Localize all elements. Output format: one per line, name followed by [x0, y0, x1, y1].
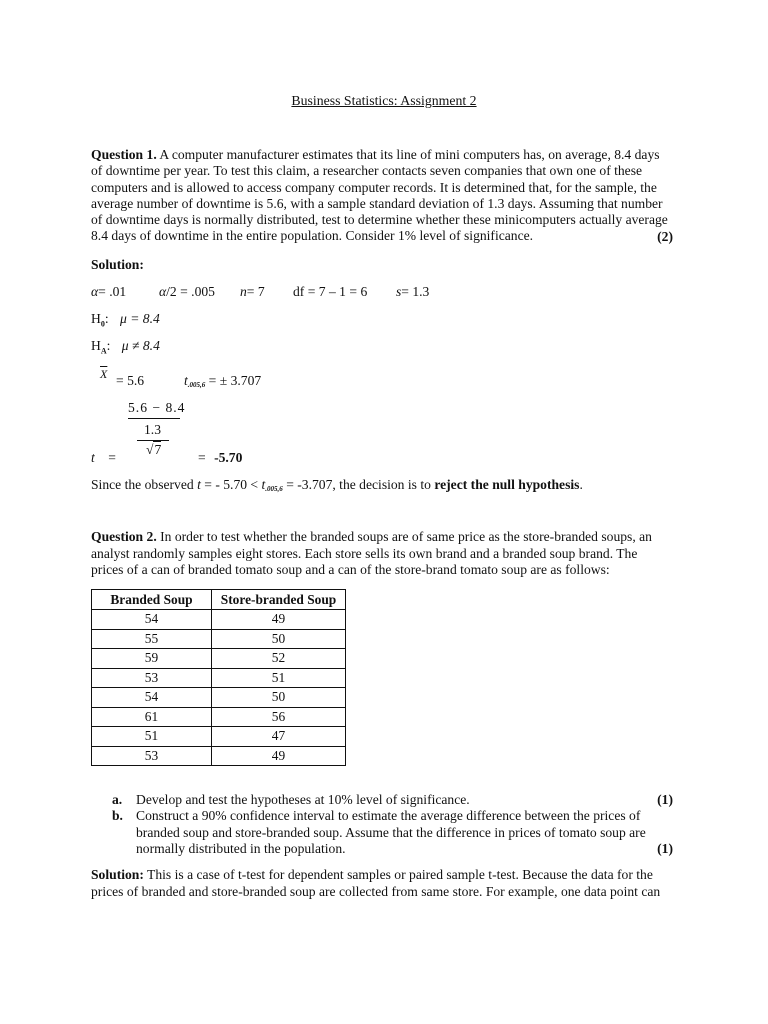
table-row	[92, 610, 346, 630]
question-2	[91, 529, 652, 579]
question-1-line: of downtime days is normally distributed, test to determine whether these minicomputers actually average	[91, 212, 668, 228]
xbar-symbol: $\overline{X}$	[100, 367, 108, 381]
ha-label: H	[91, 338, 101, 353]
table-cell: 59	[92, 649, 212, 669]
table-row	[92, 707, 346, 727]
alpha-value: = .01	[98, 284, 127, 299]
table-cell: 55	[92, 629, 212, 649]
h0-equation: μ = 8.4	[120, 311, 160, 326]
question-1-label: Question 1.	[91, 147, 157, 162]
xbar-value: = 5.6	[116, 373, 145, 388]
table-cell: 51	[92, 727, 212, 747]
table-cell: 61	[92, 707, 212, 727]
alpha-symbol: α	[91, 284, 99, 299]
table-row	[92, 649, 346, 669]
fraction-inner-numerator: 1.3	[144, 422, 161, 437]
ha-colon: :	[106, 338, 111, 353]
t-result-value: -5.70	[214, 450, 243, 465]
t-result-equals: =	[198, 450, 206, 465]
column-header: Store-branded Soup	[212, 590, 346, 610]
ha-equation: μ ≠ 8.4	[121, 338, 160, 353]
column-header: Branded Soup	[92, 590, 212, 610]
question-1-line: average number of downtime is 5.6, with a sample standard deviation of 1.3 days. Assuming that number	[91, 195, 663, 211]
solution-2-line: prices of branded and store-branded soup are collected from same store. For example, one data point can	[91, 883, 661, 899]
table-header-row	[92, 590, 346, 610]
t-equals: =	[108, 450, 116, 465]
table-cell: 49	[212, 610, 346, 630]
table-cell: 52	[212, 649, 346, 669]
t-critical-sub: .005,6	[187, 381, 206, 389]
table-row	[92, 668, 346, 688]
question-2-line: prices of a can of branded tomato soup and a can of the store-brand tomato soup are as follows:	[91, 562, 610, 578]
h0-label: H	[91, 311, 101, 326]
s-value: = 1.3	[401, 284, 430, 299]
list-item	[112, 792, 646, 808]
item-text: Develop and test the hypotheses at 10% level of significance.	[136, 792, 470, 807]
part-a-marks: (1)	[657, 792, 673, 807]
sqrt-denominator	[146, 442, 161, 458]
t-statistic-label	[91, 450, 116, 466]
question-2-parts	[112, 792, 646, 858]
s-symbol: s	[396, 284, 402, 299]
table-cell: 49	[212, 746, 346, 766]
sqrt-argument: 7	[154, 442, 162, 457]
alternative-hypothesis	[91, 338, 160, 356]
t-symbol: t	[91, 450, 95, 465]
decision-text: reject the null hypothesis	[434, 477, 580, 492]
question-1-line: 8.4 days of downtime in the entire population. Consider 1% level of significance.	[91, 228, 534, 244]
table-row	[92, 629, 346, 649]
question-1-line: of downtime per year. To test this claim, a researcher contacts seven companies that own one of these	[91, 163, 643, 179]
half-alpha-value: /2 = .005	[166, 284, 215, 299]
ha-sub: A	[100, 346, 107, 356]
soup-price-table	[91, 589, 346, 766]
table-cell: 50	[212, 688, 346, 708]
table-cell: 50	[212, 629, 346, 649]
item-text: branded soup and store-branded soup. Assume that the difference in prices of tomato soup are	[136, 824, 646, 840]
fraction-line	[128, 418, 180, 419]
question-1-line: A computer manufacturer estimates that its line of mini computers has, on average, 8.4 days	[156, 147, 660, 162]
item-label: a.	[112, 792, 123, 807]
list-item	[112, 808, 646, 857]
item-label: b.	[112, 808, 123, 824]
item-text: Construct a 90% confidence interval to estimate the average difference between the prices of	[136, 808, 641, 824]
question-2-label: Question 2.	[91, 529, 157, 544]
df-value: df = 7 – 1 = 6	[293, 284, 368, 299]
table-row	[92, 727, 346, 747]
question-2-line: analyst randomly samples eight stores. Each store sells its own brand and a branded soup brand. The	[91, 545, 638, 561]
n-symbol: n	[240, 284, 247, 299]
n-value: = 7	[246, 284, 265, 299]
solution-2-label: Solution:	[91, 867, 144, 882]
table-cell: 54	[92, 610, 212, 630]
fraction-numerator: 5.6 − 8.4	[128, 400, 186, 415]
sqrt-symbol: √	[146, 442, 154, 457]
table-cell: 53	[92, 668, 212, 688]
solution-2-line: This is a case of t-test for dependent samples or paired sample t-test. Because the data for the	[143, 867, 653, 882]
h0-sub: 0	[100, 319, 105, 329]
half-alpha-symbol: α	[159, 284, 167, 299]
t-critical-value: = ± 3.707	[205, 373, 262, 388]
question-1	[91, 147, 681, 245]
question-2-line: In order to test whether the branded soups are of same price as the store-branded soups, an	[156, 529, 652, 544]
table-row	[92, 688, 346, 708]
question-1-line: computers and is allowed to access company computer records. It is determined that, for the sample, the	[91, 179, 657, 195]
item-text: normally distributed in the population.	[136, 841, 346, 857]
table-cell: 53	[92, 746, 212, 766]
t-critical-symbol: t	[184, 373, 188, 388]
null-hypothesis	[91, 311, 160, 329]
conclusion: Since the observed t = - $5.70 < t_{.005,6} = -3.707$, the decision is to reject the null hypothesis.	[91, 477, 583, 493]
t-statistic-result	[198, 450, 242, 466]
part-b-marks: (1)	[657, 841, 673, 856]
document-title: Business Statistics: Assignment 2	[291, 93, 477, 108]
t-critical	[184, 373, 261, 389]
given-values-row	[91, 284, 429, 300]
solution-1-label: Solution:	[91, 257, 144, 272]
solution-2	[91, 867, 660, 900]
table-row	[92, 746, 346, 766]
h0-colon: :	[104, 311, 109, 326]
table-cell: 51	[212, 668, 346, 688]
question-1-marks: (2)	[657, 229, 673, 244]
table-cell: 56	[212, 707, 346, 727]
table-cell: 47	[212, 727, 346, 747]
table-cell: 54	[92, 688, 212, 708]
